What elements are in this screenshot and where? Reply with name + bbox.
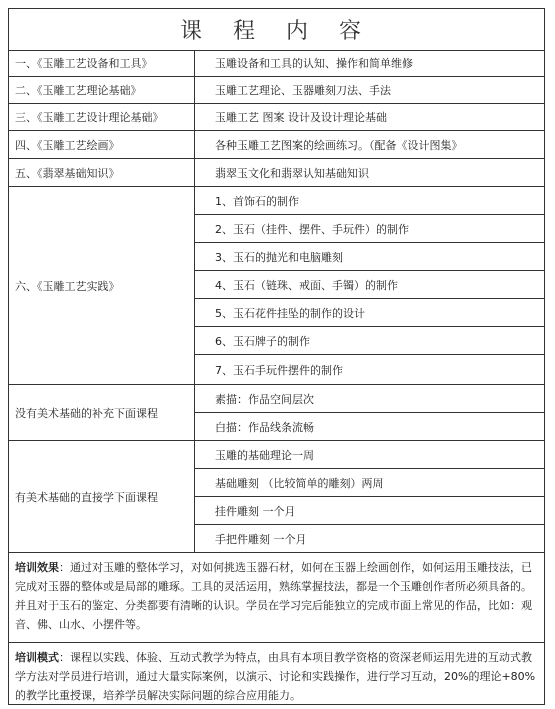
training-mode-text: ：课程以实践、体验、互动式教学为特点，由具有本项目教学资格的资深老师运用先进的互动式教学方法对学员进行培训，通过大量实际案例，以演示、讨论和实践操作，进行学习互动，20%的理论+80%的教学比重授课，培养学员解决实际问题的综合应用能力。	[15, 651, 536, 702]
schedule-item: 手把件雕刻 一个月	[215, 532, 307, 546]
course-name: 有美术基础的直接学下面课程	[9, 441, 195, 552]
schedule-item: 基础雕刻 （比较简单的雕刻）两周	[195, 469, 544, 497]
table-row	[9, 131, 544, 159]
course-name: 三、《玉雕工艺设计理论基础》	[9, 104, 195, 130]
course-name: 没有美术基础的补充下面课程	[9, 385, 195, 440]
practice-item: 7、玉石手玩件摆件的制作	[215, 363, 343, 377]
course-content: 各种玉雕工艺图案的绘画练习。（配备《设计图集》	[215, 138, 463, 152]
course-content: 玉雕工艺 图案 设计及设计理论基础	[215, 111, 387, 124]
course-name: 二、《玉雕工艺理论基础》	[9, 77, 195, 103]
practice-item: 4、玉石（链珠、戒面、手镯）的制作	[195, 271, 544, 299]
with-art-section	[9, 441, 544, 553]
practice-section	[9, 187, 544, 385]
course-name: 一、《玉雕工艺设备和工具》	[9, 50, 195, 76]
practice-item: 3、玉石的抛光和电脑雕刻	[195, 243, 544, 271]
training-mode	[9, 643, 544, 705]
course-content: 玉雕设备和工具的认知、操作和简单维修	[215, 57, 413, 70]
course-content: 玉雕工艺理论、玉器雕刻刀法、手法	[215, 84, 391, 97]
practice-item: 6、玉石牌子的制作	[195, 327, 544, 355]
supplement-item: 素描：作品空间层次	[195, 385, 544, 413]
supplement-item: 白描：作品线条流畅	[215, 420, 314, 434]
training-effect	[9, 553, 544, 643]
no-art-section	[9, 385, 544, 441]
practice-item: 5、玉石花件挂坠的制作的设计	[195, 299, 544, 327]
training-mode-label: 培训模式	[15, 651, 59, 664]
schedule-item: 玉雕的基础理论一周	[195, 441, 544, 469]
table-row	[9, 104, 544, 131]
course-name: 五、《翡翠基础知识》	[9, 159, 195, 186]
schedule-item: 挂件雕刻 一个月	[195, 497, 544, 525]
practice-item: 2、玉石（挂件、摆件、手玩件）的制作	[195, 215, 544, 243]
page-title: 课 程 内 容	[9, 9, 544, 51]
training-effect-text: ：通过对玉雕的整体学习，对如何挑选玉器石材，如何在玉器上绘画创作，如何运用玉雕技法，已完成对玉器的整体或是局部的雕琢。工具的灵活运用，熟练掌握技法，都是一个玉雕创作者所必须具备的。并且对于玉石的鉴定、分类都要有清晰的认识。学员在学习完后能独立的完成市面上常见的作品，比如：观音、佛、山水、小摆件等。	[15, 561, 532, 631]
table-row	[9, 77, 544, 104]
training-effect-label: 培训效果	[15, 561, 59, 574]
course-table	[8, 8, 545, 705]
course-content: 翡翠玉文化和翡翠认知基础知识	[215, 166, 369, 180]
table-row	[9, 50, 544, 77]
table-row	[9, 159, 544, 187]
course-name: 六、《玉雕工艺实践》	[9, 187, 195, 384]
practice-item: 1、首饰石的制作	[195, 187, 544, 215]
course-name: 四、《玉雕工艺绘画》	[9, 131, 195, 158]
